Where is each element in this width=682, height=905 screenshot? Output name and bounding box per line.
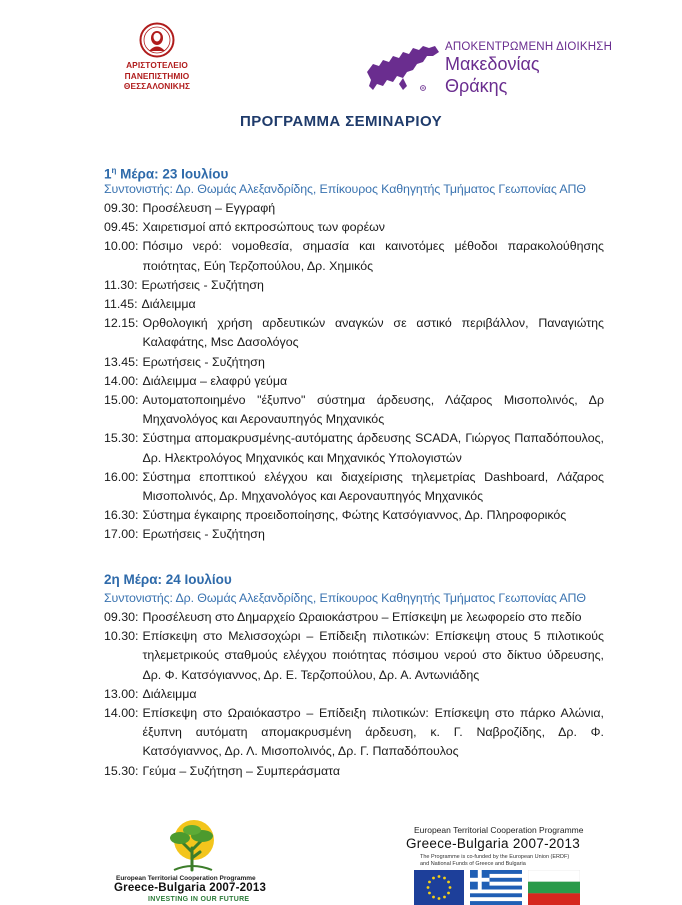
- footer-right-programme-name: Greece-Bulgaria 2007-2013: [406, 836, 581, 851]
- schedule-time: 09.30:: [104, 201, 139, 215]
- day1-schedule-item: [104, 314, 604, 352]
- schedule-description: Ορθολογική χρήση αρδευτικών αναγκών σε αστικό περιβάλλον, Παναγιώτης Καλαφάτης, Msc Δασολόγος: [142, 316, 604, 350]
- day1-heading: [104, 162, 604, 180]
- schedule-time: 15.30:: [104, 431, 139, 446]
- day2-schedule-item: [104, 762, 604, 781]
- schedule-time: 15.30:: [104, 763, 139, 778]
- day1-coordinator: Συντονιστής: Δρ. Θωμάς Αλεξανδρίδης, Επίκουρος Καθηγητής Τμήματος Γεωπονίας ΑΠΘ: [104, 182, 586, 196]
- eu-star-icon: [447, 881, 450, 884]
- schedule-time: 10.00:: [104, 239, 139, 254]
- schedule-time: 11.45:: [104, 297, 138, 312]
- administration-logo: [363, 40, 613, 100]
- schedule-time: 16.30:: [104, 508, 139, 523]
- administration-line2: Μακεδονίας: [445, 54, 540, 74]
- schedule-description: Ερωτήσεις - Συζήτηση: [142, 354, 265, 369]
- footer-left-tagline: INVESTING IN OUR FUTURE: [148, 896, 250, 903]
- bulgaria-flag-icon: [528, 870, 580, 905]
- footer-right-cofunding-line2: and National Funds of Greece and Bulgaria: [420, 860, 526, 867]
- schedule-time: 14.00:: [104, 373, 139, 388]
- eu-star-icon: [447, 892, 450, 895]
- eu-flag-icon: [414, 870, 464, 905]
- schedule-description: Γεύμα – Συζήτηση – Συμπεράσματα: [142, 763, 341, 778]
- schedule-description: Προσέλευση – Εγγραφή: [142, 201, 276, 215]
- schedule-description: Επίσκεψη στο Ωραιόκαστρο – Επίδειξη πιλοτικών: Επίσκεψη στο πάρκο Αλώνια, έξυπνη αυτόματη απομακρυσμένη άρδευση, κ. Γ. Ναβροζίδης, Δρ. Φ. Κατσόγιαννος, Δρ. Λ. Μισοπολινός, Δρ. Γ. Παπαδόπουλος: [142, 706, 604, 759]
- schedule-time: 16.00:: [104, 469, 139, 484]
- day1-schedule-item: [104, 372, 604, 391]
- day1-section: [104, 162, 604, 545]
- schedule-time: 11.30:: [104, 277, 138, 292]
- schedule-description: Σύστημα εποπτικού ελέγχου και διαχείρισης τηλεμετρίας Dashboard, Λάζαρος Μισοπολινός, Δρ. Μηχανολόγος και Αεροναυπηγός Μηχανικός: [142, 469, 604, 504]
- day1-schedule-item: [104, 525, 604, 544]
- schedule-time: 13.45:: [104, 354, 139, 369]
- day1-schedule-item: [104, 237, 604, 275]
- schedule-time: 14.00:: [104, 706, 139, 721]
- day1-schedule-item: [104, 218, 604, 237]
- region-map-icon: [363, 42, 441, 96]
- day1-heading-number: 1: [104, 166, 112, 182]
- eu-star-icon: [438, 875, 441, 878]
- university-name-line2: ΠΑΝΕΠΙΣΤΗΜΙΟ: [124, 70, 190, 81]
- day1-schedule-item: [104, 429, 604, 467]
- university-name-line3: ΘΕΣΣΑΛΟΝΙΚΗΣ: [123, 81, 191, 91]
- university-logo: [112, 22, 202, 92]
- eu-star-icon: [432, 877, 435, 880]
- footer-right-cofunding-line1: The Programme is co-funded by the European Union (ERDF): [420, 854, 570, 860]
- day2-schedule-list: [104, 608, 604, 781]
- greece-flag-icon: [470, 870, 522, 905]
- schedule-description: Ερωτήσεις - Συζήτηση: [141, 277, 264, 292]
- eu-star-icon: [427, 886, 430, 889]
- day2-schedule-item: [104, 704, 604, 762]
- eu-star-icon: [438, 897, 441, 900]
- administration-line3: Θράκης: [445, 76, 508, 96]
- schedule-time: 15.00:: [104, 393, 139, 408]
- day2-schedule-item: [104, 608, 604, 627]
- schedule-description: Σύστημα έγκαιρης προειδοποίησης, Φώτης Κατσόγιαννος, Δρ. Πληροφορικός: [142, 508, 567, 523]
- day1-schedule-item: [104, 468, 604, 506]
- day1-schedule-list: [104, 199, 604, 545]
- schedule-time: 17.00:: [104, 527, 139, 542]
- university-name-line1: ΑΡΙΣΤΟΤΕΛΕΙΟ: [126, 60, 188, 70]
- eu-star-icon: [428, 881, 431, 884]
- schedule-description: Διάλειμμα: [141, 297, 196, 312]
- day1-schedule-item: [104, 506, 604, 525]
- schedule-description: Πόσιμο νερό: νομοθεσία, σημασία και καινοτόμες μέθοδοι παρακολούθησης ποιότητας, Εύη Τερζοπούλου, Δρ. Χημικός: [142, 239, 604, 273]
- footer-left-programme-label: European Territorial Cooperation Programme: [116, 875, 256, 882]
- schedule-time: 09.30:: [104, 610, 139, 624]
- footer-right-programme-label: European Territorial Cooperation Programme: [414, 825, 584, 835]
- day2-coordinator: Συντονιστής: Δρ. Θωμάς Αλεξανδρίδης, Επίκουρος Καθηγητής Τμήματος Γεωπονίας ΑΠΘ: [104, 591, 586, 605]
- tree-logo-icon: [156, 818, 226, 874]
- schedule-time: 09.45:: [104, 220, 139, 235]
- day2-section: [104, 571, 604, 781]
- eu-star-icon: [443, 896, 446, 899]
- footer-programme-logo: [108, 818, 298, 905]
- day2-heading: 2η Μέρα: 24 Ιουλίου: [104, 572, 232, 587]
- eu-star-icon: [428, 892, 431, 895]
- footer-left-programme-name: Greece-Bulgaria 2007-2013: [114, 882, 267, 894]
- university-emblem-icon: [139, 22, 175, 58]
- day2-schedule-item: [104, 685, 604, 704]
- page-title: ΠΡΟΓΡΑΜΜΑ ΣΕΜΙΝΑΡΙΟΥ: [240, 113, 442, 130]
- administration-line1: ΑΠΟΚΕΝΤΡΩΜΕΝΗ ΔΙΟΙΚΗΣΗ: [445, 41, 613, 53]
- day2-schedule-item: [104, 627, 604, 685]
- day1-schedule-item: [104, 353, 604, 372]
- day1-schedule-item: [104, 391, 604, 429]
- schedule-time: 13.00:: [104, 686, 139, 701]
- day1-schedule-item: [104, 276, 604, 295]
- schedule-description: Διάλειμμα: [142, 686, 197, 701]
- schedule-description: Προσέλευση στο Δημαρχείο Ωραιοκάστρου – Επίσκεψη με λεωφορείο στο πεδίο: [142, 610, 582, 624]
- footer-right-cofunding-note: [420, 854, 569, 867]
- university-name: [112, 60, 202, 92]
- day1-heading-text: Μέρα: 23 Ιουλίου: [116, 166, 229, 182]
- schedule-description: Χαιρετισμοί από εκπροσώπους των φορέων: [142, 220, 385, 235]
- schedule-description: Σύστημα απομακρυσμένης-αυτόματης άρδευσης SCADA, Γιώργος Παπαδόπουλος, Δρ. Ηλεκτρολόγος Μηχανικός και Μηχανικός Υπολογιστών: [142, 431, 604, 465]
- footer-funding-logos: [402, 822, 602, 905]
- schedule-description: Αυτοματοποιημένο "έξυπνο" σύστημα άρδευσης, Λάζαρος Μισοπολινός, Δρ Μηχανολόγος και Αεροναυπηγός Μηχανικός: [142, 393, 604, 427]
- schedule-time: 12.15:: [104, 316, 139, 331]
- schedule-description: Διάλειμμα – ελαφρύ γεύμα: [142, 373, 288, 388]
- eu-star-icon: [432, 896, 435, 899]
- eu-star-icon: [449, 886, 452, 889]
- schedule-time: 10.30:: [104, 629, 139, 644]
- day1-schedule-item: [104, 199, 604, 218]
- day1-schedule-item: [104, 295, 604, 314]
- schedule-description: Ερωτήσεις - Συζήτηση: [142, 527, 265, 542]
- eu-star-icon: [443, 877, 446, 880]
- schedule-description: Επίσκεψη στο Μελισσοχώρι – Επίδειξη πιλοτικών: Επίσκεψη στους 5 πιλοτικούς τηλεμετρικούς σταθμούς ελέγχου ποιότητας πόσιμου νερού στο δίκτυο ύδρευσης, Δρ. Φ. Κατσόγιαννος, Δρ. Ε. Τερζοπούλου, Δρ. Α. Αντωνιάδης: [142, 629, 604, 682]
- day1-heading-superscript: η: [111, 166, 117, 175]
